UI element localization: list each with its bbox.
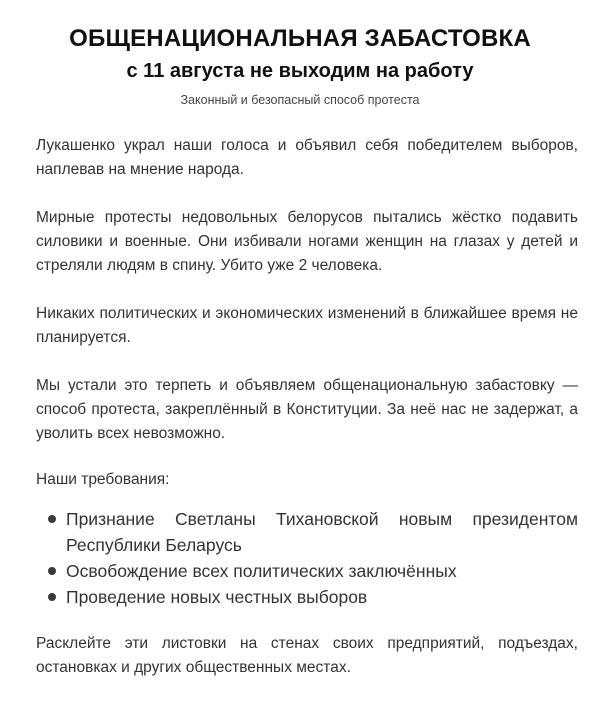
tagline: Законный и безопасный способ протеста <box>180 93 420 107</box>
bullet-icon <box>48 515 56 523</box>
demand-item <box>36 506 578 558</box>
paragraph-4: Мы устали это терпеть и объявляем общенациональную забастовку — способ протеста, закреплённый в Конституции. За неё нас не задержат, а уволить всех невозможно. <box>36 377 578 442</box>
demand-item <box>36 558 578 584</box>
paragraph-3: Никаких политических и экономических изменений в ближайшее время не планируется. <box>36 305 578 346</box>
page-title: ОБЩЕНАЦИОНАЛЬНАЯ ЗАБАСТОВКА <box>69 25 531 52</box>
bullet-icon <box>48 593 56 601</box>
demands-heading: Наши требования: <box>36 471 170 488</box>
page-subtitle: с 11 августа не выходим на работу <box>126 60 474 82</box>
paragraph-1: Лукашенко украл наши голоса и объявил себя победителем выборов, наплевав на мнение народа. <box>36 137 578 178</box>
paragraph-2: Мирные протесты недовольных белорусов пытались жёстко подавить силовики и военные. Они избивали ногами женщин на глазах у детей и стреляли людям в спину. Убито уже 2 человека. <box>36 209 578 274</box>
demand-text: Признание Светланы Тихановской новым президентом Республики Беларусь <box>66 509 578 555</box>
demand-item <box>36 584 578 610</box>
bullet-icon <box>48 567 56 575</box>
demands-list <box>36 506 578 610</box>
demand-text: Освобождение всех политических заключённых <box>66 561 457 581</box>
demand-text: Проведение новых честных выборов <box>66 587 368 607</box>
closing-paragraph: Расклейте эти листовки на стенах своих предприятий, подъездах, остановках и других общественных местах. <box>36 635 578 676</box>
